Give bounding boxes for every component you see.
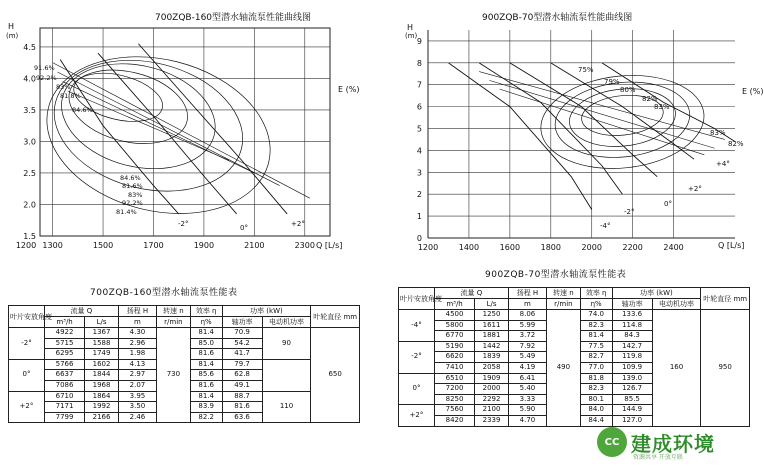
- chart2-angle-label: -4°: [600, 222, 611, 230]
- flow-m3h-cell: 8250: [434, 394, 474, 405]
- efficiency-cell: 82.2: [190, 412, 222, 423]
- chart2-y-tick: 9: [416, 36, 422, 46]
- flow-ls-cell: 1881: [475, 331, 509, 342]
- header-head: 扬程 H: [508, 288, 546, 299]
- chart2-y-tick: 4: [416, 146, 422, 156]
- header-angle: 叶片安放角度: [399, 288, 435, 310]
- flow-ls-cell: 1992: [85, 402, 119, 413]
- chart2-x-tick: 1800: [540, 243, 561, 252]
- chart2-angle-label: +4°: [716, 160, 730, 168]
- table-subheader-row: [9, 317, 360, 328]
- chart1-grid: [40, 28, 330, 236]
- flow-m3h-cell: 8420: [434, 415, 474, 426]
- chart1-eff-contour: [30, 34, 287, 236]
- shaft-power-cell: 41.7: [222, 349, 262, 360]
- shaft-power-cell: 54.2: [222, 338, 262, 349]
- chart2-eff-label: 83%: [710, 129, 726, 137]
- shaft-power-cell: 62.8: [222, 370, 262, 381]
- head-cell: 5.49: [508, 352, 546, 363]
- diameter-cell: 650: [311, 328, 360, 423]
- chart2-eff-contour: [536, 68, 708, 177]
- flow-m3h-cell: 7171: [44, 402, 84, 413]
- flow-m3h-cell: 4922: [44, 328, 84, 339]
- header-diameter: 叶轮直径 mm: [311, 306, 360, 328]
- flow-m3h-cell: 7560: [434, 405, 474, 416]
- chart1-frame: [40, 28, 330, 236]
- motor-power-cell: 160: [652, 310, 701, 427]
- flow-m3h-cell: 6620: [434, 352, 474, 363]
- table2: [398, 287, 750, 427]
- flow-m3h-cell: 7086: [44, 380, 84, 391]
- head-cell: 4.70: [508, 415, 546, 426]
- chart2-angle-label: 0°: [664, 200, 672, 208]
- flow-m3h-cell: 5800: [434, 320, 474, 331]
- chart1-x-tick: 2300: [294, 241, 315, 250]
- chart1-eff-label: 91.6%: [34, 64, 55, 72]
- flow-ls-cell: 1864: [85, 391, 119, 402]
- chart2-series-2: [510, 63, 657, 177]
- subheader-cell: m³/h: [44, 317, 84, 328]
- table-header-row: [9, 306, 360, 317]
- subheader-cell: m: [508, 299, 546, 310]
- shaft-power-cell: 49.1: [222, 380, 262, 391]
- header-head: 扬程 H: [118, 306, 156, 317]
- subheader-cell: m: [118, 317, 156, 328]
- head-cell: 5.40: [508, 384, 546, 395]
- chart1-x-tick: 1700: [143, 241, 164, 250]
- header-flow: 流量 Q: [44, 306, 118, 317]
- shaft-power-cell: 142.7: [612, 341, 652, 352]
- head-cell: 2.07: [118, 380, 156, 391]
- shaft-power-cell: 114.8: [612, 320, 652, 331]
- chart1-x-tick: 1900: [193, 241, 215, 250]
- subheader-cell: η%: [190, 317, 222, 328]
- chart1-y-unit: (m): [6, 32, 19, 40]
- speed-cell: 490: [546, 310, 580, 427]
- flow-m3h-cell: 6710: [44, 391, 84, 402]
- chart1-eff-label: 83%: [128, 191, 143, 199]
- chart2-eff-label: 79%: [604, 78, 620, 86]
- head-cell: 2.96: [118, 338, 156, 349]
- shaft-power-cell: 81.6: [222, 402, 262, 413]
- chart1-y-tick: 1.5: [23, 232, 36, 241]
- chart2-title: 900ZQB-70型潜水轴流泵性能曲线图: [482, 13, 633, 23]
- chart2-angle-label: +2°: [688, 185, 702, 193]
- angle-cell: -2°: [399, 341, 435, 373]
- watermark-name: 建成环境: [631, 431, 715, 456]
- chart1-curves: [30, 34, 310, 236]
- chart2-eff-label: 82%: [728, 140, 744, 148]
- chart1-x-tick: 2100: [244, 241, 265, 250]
- chart1-eff-label: 84.6%: [72, 106, 93, 114]
- motor-power-cell: 90: [262, 328, 311, 360]
- chart1-title: 700ZQB-160型潜水轴流泵性能曲线图: [155, 13, 312, 23]
- flow-ls-cell: 1250: [475, 310, 509, 321]
- chart2-x-tick: 1200: [417, 243, 439, 252]
- flow-ls-cell: 1611: [475, 320, 509, 331]
- chart1-eff-label: 84.6%: [120, 174, 141, 182]
- chart1-e-label: E (%): [338, 85, 360, 94]
- chart1-x-tick: 1300: [42, 241, 63, 250]
- efficiency-cell: 81.8: [580, 373, 612, 384]
- flow-ls-cell: 1602: [85, 359, 119, 370]
- flow-m3h-cell: 7410: [434, 362, 474, 373]
- chart1-x-label: Q [L/s]: [316, 241, 343, 250]
- subheader-cell: r/min: [156, 317, 190, 328]
- table-row: [399, 310, 750, 321]
- head-cell: 7.92: [508, 341, 546, 352]
- table1: [8, 305, 360, 423]
- head-cell: 2.46: [118, 412, 156, 423]
- shaft-power-cell: 139.0: [612, 373, 652, 384]
- chart1-eff-line: [53, 63, 310, 199]
- flow-ls-cell: 2000: [475, 384, 509, 395]
- angle-cell: -2°: [9, 328, 45, 360]
- flow-m3h-cell: 7200: [434, 384, 474, 395]
- chart2-x-tick: 1600: [499, 243, 521, 252]
- head-cell: 4.30: [118, 328, 156, 339]
- chart2-x-tick: 2000: [581, 243, 602, 252]
- chart2-eff-label: 83%: [654, 103, 670, 111]
- chart2-y-letter: H: [407, 23, 414, 32]
- chart1-x-tick: 1500: [92, 241, 114, 250]
- flow-ls-cell: 2339: [475, 415, 509, 426]
- chart1-y-tick: 3.0: [23, 137, 36, 147]
- chart2-y-tick: 1: [416, 212, 422, 222]
- header-power: 功率 (kW): [222, 306, 311, 317]
- subheader-cell: L/s: [475, 299, 509, 310]
- flow-ls-cell: 1367: [85, 328, 119, 339]
- efficiency-cell: 77.0: [580, 362, 612, 373]
- chart1-eff-line: [68, 91, 229, 160]
- shaft-power-cell: 144.9: [612, 405, 652, 416]
- flow-m3h-cell: 5190: [434, 341, 474, 352]
- angle-cell: +2°: [399, 405, 435, 426]
- chart1-angle-label: -2°: [178, 220, 189, 228]
- chart2-y-tick: 3: [416, 168, 422, 178]
- chart2-y-tick: 5: [416, 124, 422, 134]
- flow-m3h-cell: 5715: [44, 338, 84, 349]
- chart1-y-tick: 3.5: [23, 105, 36, 115]
- shaft-power-cell: 63.6: [222, 412, 262, 423]
- shaft-power-cell: 79.7: [222, 359, 262, 370]
- efficiency-cell: 83.9: [190, 402, 222, 413]
- watermark-sub: 资源共享 开放互联: [633, 454, 683, 461]
- flow-ls-cell: 2292: [475, 394, 509, 405]
- chart2-angle-label: -2°: [624, 208, 635, 216]
- shaft-power-cell: 133.6: [612, 310, 652, 321]
- efficiency-cell: 74.0: [580, 310, 612, 321]
- angle-cell: 0°: [9, 359, 45, 391]
- chart2-x-label: Q [L/s]: [718, 241, 745, 250]
- chart1-eff-label: 81.6%: [122, 182, 143, 190]
- head-cell: 4.19: [508, 362, 546, 373]
- chart1-angle-label: +2°: [291, 220, 305, 228]
- shaft-power-cell: 84.3: [612, 331, 652, 342]
- subheader-cell: r/min: [546, 299, 580, 310]
- chart1-eff-label: 92.2%: [122, 199, 143, 207]
- header-speed: 转速 n: [546, 288, 580, 299]
- subheader-cell: 轴功率: [222, 317, 262, 328]
- chart1-eff-label: 83%: [56, 83, 71, 91]
- subheader-cell: L/s: [85, 317, 119, 328]
- flow-ls-cell: 1909: [475, 373, 509, 384]
- efficiency-cell: 81.6: [190, 380, 222, 391]
- flow-ls-cell: 1442: [475, 341, 509, 352]
- efficiency-cell: 80.1: [580, 394, 612, 405]
- chart2-eff-label: 75%: [578, 66, 594, 74]
- efficiency-cell: 81.4: [190, 391, 222, 402]
- shaft-power-cell: 85.5: [612, 394, 652, 405]
- chart1: [6, 11, 359, 250]
- chart2-x-tick: 1400: [458, 243, 480, 252]
- chart1-angle-label: 0°: [240, 224, 248, 232]
- efficiency-cell: 81.4: [190, 359, 222, 370]
- flow-ls-cell: 1588: [85, 338, 119, 349]
- efficiency-cell: 77.5: [580, 341, 612, 352]
- efficiency-cell: 81.4: [580, 331, 612, 342]
- header-diameter: 叶轮直径 mm: [701, 288, 750, 310]
- table2-title: 900ZQB-70型潜水轴流泵性能表: [485, 270, 627, 280]
- table-header-row: [399, 288, 750, 299]
- header-flow: 流量 Q: [434, 288, 508, 299]
- chart2-eff-line: [489, 80, 714, 148]
- chart1-y-tick: 2.5: [23, 168, 36, 178]
- diameter-cell: 950: [701, 310, 750, 427]
- chart1-x-tick: 1200: [15, 241, 37, 250]
- flow-m3h-cell: 6770: [434, 331, 474, 342]
- chart1-y-tick: 4.0: [23, 74, 36, 84]
- subheader-cell: 电动机功率: [262, 317, 311, 328]
- efficiency-cell: 82.3: [580, 384, 612, 395]
- head-cell: 3.95: [118, 391, 156, 402]
- chart1-eff-label: 81.8%: [60, 92, 81, 100]
- flow-ls-cell: 1839: [475, 352, 509, 363]
- shaft-power-cell: 109.9: [612, 362, 652, 373]
- subheader-cell: 电动机功率: [652, 299, 701, 310]
- chart2-grid: [428, 30, 735, 238]
- chart1-y-tick: 4.5: [23, 42, 36, 52]
- chart1-eff-label: 92.2%: [36, 74, 57, 82]
- speed-cell: 730: [156, 328, 190, 423]
- chart2: [405, 11, 763, 252]
- efficiency-cell: 85.0: [190, 338, 222, 349]
- watermark-logo-icon: CC: [597, 427, 627, 457]
- chart1-y-tick: 2.0: [23, 200, 36, 210]
- head-cell: 4.13: [118, 359, 156, 370]
- chart1-efficiency-labels: [34, 64, 305, 232]
- flow-m3h-cell: 6295: [44, 349, 84, 360]
- header-efficiency: 效率 η: [580, 288, 612, 299]
- efficiency-cell: 82.7: [580, 352, 612, 363]
- head-cell: 3.33: [508, 394, 546, 405]
- chart2-y-unit: (m): [405, 32, 418, 40]
- table1-title: 700ZQB-160型潜水轴流泵性能表: [90, 288, 238, 298]
- chart2-y-tick: 6: [416, 102, 422, 112]
- shaft-power-cell: 70.9: [222, 328, 262, 339]
- efficiency-cell: 81.6: [190, 349, 222, 360]
- shaft-power-cell: 127.0: [612, 415, 652, 426]
- chart2-y-tick: 2: [416, 190, 422, 200]
- flow-ls-cell: 2100: [475, 405, 509, 416]
- angle-cell: -4°: [399, 310, 435, 342]
- angle-cell: +2°: [9, 391, 45, 423]
- flow-m3h-cell: 6510: [434, 373, 474, 384]
- subheader-cell: η%: [580, 299, 612, 310]
- chart2-y-tick: 7: [416, 80, 422, 90]
- watermark: [597, 420, 757, 464]
- efficiency-cell: 81.4: [190, 328, 222, 339]
- flow-m3h-cell: 6637: [44, 370, 84, 381]
- head-cell: 5.99: [508, 320, 546, 331]
- chart2-eff-label: 80%: [620, 86, 636, 94]
- chart2-e-label: E (%): [742, 87, 764, 96]
- chart2-x-tick: 2200: [622, 243, 643, 252]
- chart1-eff-label: 81.4%: [116, 208, 137, 216]
- chart1-series-2: [138, 44, 287, 214]
- motor-power-cell: [262, 359, 311, 391]
- motor-power-cell: 110: [262, 391, 311, 423]
- head-cell: 1.98: [118, 349, 156, 360]
- efficiency-cell: 84.4: [580, 415, 612, 426]
- head-cell: 5.90: [508, 405, 546, 416]
- flow-ls-cell: 1844: [85, 370, 119, 381]
- efficiency-cell: 85.6: [190, 370, 222, 381]
- chart2-y-tick: 0: [416, 234, 422, 243]
- flow-ls-cell: 1968: [85, 380, 119, 391]
- chart2-y-tick: 8: [416, 58, 422, 68]
- shaft-power-cell: 88.7: [222, 391, 262, 402]
- table-subheader-row: [399, 299, 750, 310]
- header-power: 功率 (kW): [612, 288, 701, 299]
- head-cell: 8.06: [508, 310, 546, 321]
- shaft-power-cell: 126.7: [612, 384, 652, 395]
- chart2-x-tick: 2400: [663, 243, 684, 252]
- flow-m3h-cell: 7799: [44, 412, 84, 423]
- header-speed: 转速 n: [156, 306, 190, 317]
- head-cell: 6.41: [508, 373, 546, 384]
- header-efficiency: 效率 η: [190, 306, 222, 317]
- chart2-eff-label: 82%: [642, 95, 658, 103]
- angle-cell: 0°: [399, 373, 435, 405]
- head-cell: 3.72: [508, 331, 546, 342]
- efficiency-cell: 82.3: [580, 320, 612, 331]
- subheader-cell: m³/h: [434, 299, 474, 310]
- subheader-cell: 轴功率: [612, 299, 652, 310]
- table-row: [9, 328, 360, 339]
- flow-ls-cell: 2166: [85, 412, 119, 423]
- flow-ls-cell: 2058: [475, 362, 509, 373]
- flow-ls-cell: 1749: [85, 349, 119, 360]
- head-cell: 3.50: [118, 402, 156, 413]
- efficiency-cell: 84.0: [580, 405, 612, 416]
- flow-m3h-cell: 4500: [434, 310, 474, 321]
- shaft-power-cell: 119.8: [612, 352, 652, 363]
- chart1-y-letter: H: [8, 22, 15, 31]
- flow-m3h-cell: 5766: [44, 359, 84, 370]
- head-cell: 2.97: [118, 370, 156, 381]
- header-angle: 叶片安放角度: [9, 306, 45, 328]
